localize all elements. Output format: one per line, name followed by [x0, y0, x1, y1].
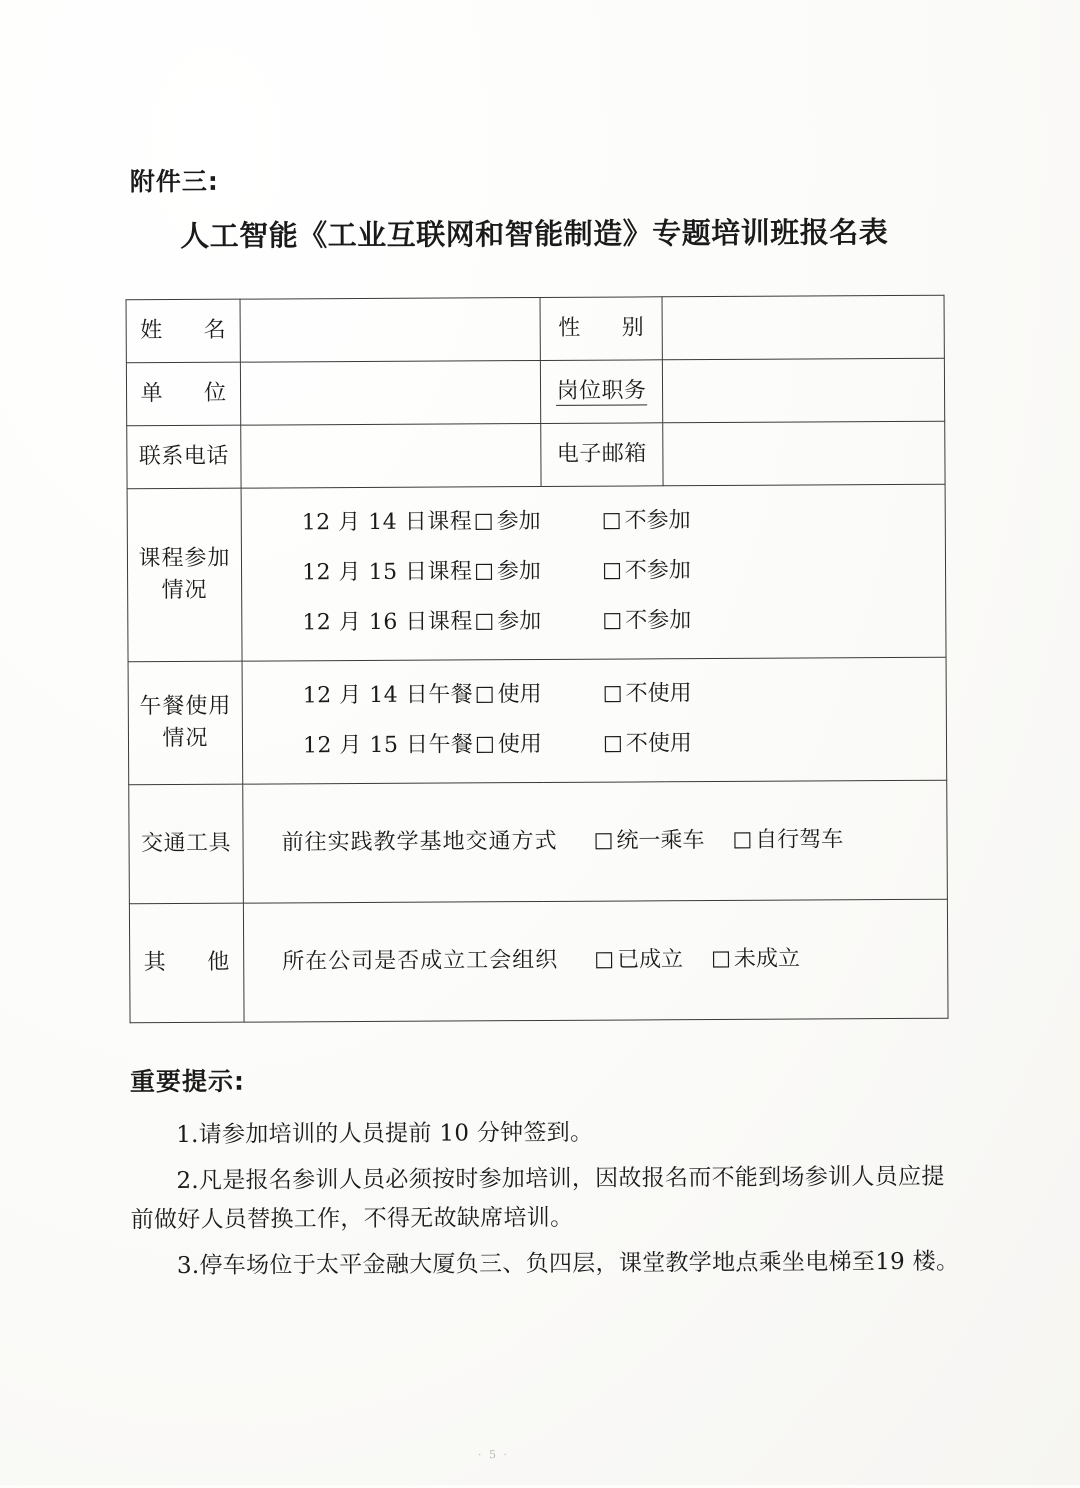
- course-checkbox-attend-1[interactable]: [474, 506, 602, 539]
- table-row-other: [129, 899, 948, 1023]
- other-checkbox-established[interactable]: [594, 944, 683, 976]
- lunch-option-row: [243, 668, 946, 722]
- checkbox-empty-icon: □: [473, 508, 494, 533]
- field-position-value[interactable]: [662, 358, 944, 423]
- transport-checkbox-bus[interactable]: [593, 825, 704, 858]
- label-name: [126, 299, 240, 363]
- checkbox-empty-icon: □: [711, 945, 731, 971]
- attachment-label: 附件三:: [129, 166, 219, 197]
- registration-form-table: [126, 295, 949, 1024]
- table-row-transport: [129, 780, 948, 904]
- page-number: · 5 ·: [477, 1448, 510, 1462]
- course-option-row: [242, 595, 945, 649]
- course-attend-label-1: 参加: [496, 509, 541, 535]
- label-lunch-line2: 情况: [162, 725, 209, 752]
- lunch-checkbox-nouse-2[interactable]: [603, 728, 692, 760]
- label-position: [540, 360, 662, 424]
- lunch-checkbox-use-1[interactable]: [475, 679, 603, 712]
- label-transport-text: 交通工具: [140, 830, 232, 857]
- label-course-line1: 课程参加: [138, 545, 231, 572]
- transport-bus-label: 统一乘车: [616, 828, 705, 854]
- notes-title: 重要提示:: [129, 1066, 245, 1097]
- checkbox-empty-icon: □: [593, 827, 614, 852]
- other-question: 所在公司是否成立工会组织: [282, 947, 559, 975]
- transport-question: 前往实践教学基地交通方式: [281, 828, 558, 856]
- transport-options-cell: [243, 780, 948, 903]
- lunch-option-row: [243, 718, 946, 772]
- lunch-nouse-label-2: 不使用: [625, 731, 692, 757]
- course-absent-label-1: 不参加: [624, 508, 691, 534]
- course-checkbox-absent-3[interactable]: [602, 605, 691, 637]
- label-gender-text: 性 别: [558, 315, 645, 341]
- course-checkbox-absent-1[interactable]: [602, 505, 691, 537]
- course-options-cell: [241, 484, 946, 661]
- other-established-label: 已成立: [617, 947, 684, 973]
- lunch-nouse-label-1: 不使用: [625, 681, 692, 707]
- course-option-row: [242, 545, 945, 599]
- label-lunch-line1: 午餐使用: [139, 693, 232, 720]
- checkbox-empty-icon: □: [732, 826, 753, 851]
- checkbox-empty-icon: □: [602, 680, 623, 705]
- other-notestablished-label: 未成立: [733, 946, 801, 972]
- label-gender: [540, 297, 662, 361]
- field-gender-value[interactable]: [662, 295, 944, 360]
- label-phone: [127, 425, 241, 489]
- checkbox-empty-icon: □: [474, 608, 495, 633]
- field-unit-value[interactable]: [240, 360, 540, 425]
- checkbox-empty-icon: □: [594, 946, 615, 971]
- course-checkbox-attend-2[interactable]: [474, 556, 602, 589]
- label-transport: [129, 784, 244, 904]
- label-course-line2: 情况: [161, 577, 208, 604]
- lunch-checkbox-nouse-1[interactable]: [603, 678, 692, 710]
- label-other-text: 其 他: [143, 949, 230, 976]
- table-row-name: [126, 295, 944, 363]
- label-phone-text: 联系电话: [138, 443, 229, 470]
- lunch-date-2: 12 月 15 日午餐: [302, 732, 474, 759]
- label-email-text: 电子邮箱: [556, 441, 647, 467]
- note-item: 2.凡是报名参训人员必须按时参加培训，因故报名而不能到场参训人员应提前做好人员替换工作，不得无故缺席培训。: [130, 1163, 945, 1234]
- field-name-value[interactable]: [240, 297, 540, 362]
- checkbox-empty-icon: □: [602, 730, 623, 755]
- course-date-1: 12 月 14 日课程: [301, 509, 473, 536]
- course-attend-label-2: 参加: [496, 559, 541, 585]
- page-title: 人工智能《工业互联网和智能制造》专题培训班报名表: [180, 215, 889, 254]
- label-lunch: [128, 661, 243, 785]
- lunch-use-label-1: 使用: [497, 682, 542, 708]
- checkbox-empty-icon: □: [601, 507, 622, 532]
- course-attend-label-3: 参加: [497, 609, 542, 635]
- course-absent-label-2: 不参加: [624, 558, 691, 584]
- label-unit-text: 单 位: [140, 380, 227, 407]
- label-course-participation: [127, 488, 242, 662]
- lunch-use-label-2: 使用: [497, 732, 542, 758]
- transport-selfdrive-label: 自行驾车: [755, 827, 844, 853]
- table-row-lunch: [128, 657, 947, 785]
- course-checkbox-attend-3[interactable]: [474, 606, 602, 639]
- lunch-options-cell: [242, 657, 947, 784]
- table-row-course-participation: [127, 484, 946, 662]
- note-item: 3.停车场位于太平金融大厦负三、负四层，课堂教学地点乘坐电梯至19 楼。: [176, 1248, 960, 1279]
- other-options-cell: [243, 899, 948, 1022]
- checkbox-empty-icon: □: [474, 681, 495, 706]
- course-absent-label-3: 不参加: [625, 608, 692, 634]
- important-notes-section: [130, 1058, 961, 1293]
- table-row-unit: [126, 358, 944, 426]
- field-email-value[interactable]: [663, 421, 945, 486]
- lunch-date-1: 12 月 14 日午餐: [302, 682, 474, 709]
- table-row-contact: [127, 421, 945, 489]
- note-item: 1.请参加培训的人员提前 10 分钟签到。: [176, 1119, 594, 1149]
- label-name-text: 姓 名: [140, 317, 227, 344]
- label-position-text: 岗位职务: [556, 378, 647, 404]
- checkbox-empty-icon: □: [602, 607, 623, 632]
- course-date-2: 12 月 15 日课程: [301, 559, 473, 586]
- checkbox-empty-icon: □: [601, 557, 622, 582]
- checkbox-empty-icon: □: [473, 558, 494, 583]
- label-unit: [126, 362, 240, 426]
- lunch-checkbox-use-2[interactable]: [475, 729, 603, 762]
- other-checkbox-notestablished[interactable]: [711, 944, 800, 976]
- label-other: [129, 903, 244, 1023]
- transport-checkbox-selfdrive[interactable]: [732, 824, 843, 857]
- field-phone-value[interactable]: [241, 423, 541, 488]
- course-checkbox-absent-2[interactable]: [602, 555, 691, 587]
- checkbox-empty-icon: □: [474, 731, 495, 756]
- course-option-row: [242, 495, 945, 549]
- course-date-3: 12 月 16 日课程: [302, 609, 473, 636]
- label-email: [541, 423, 663, 487]
